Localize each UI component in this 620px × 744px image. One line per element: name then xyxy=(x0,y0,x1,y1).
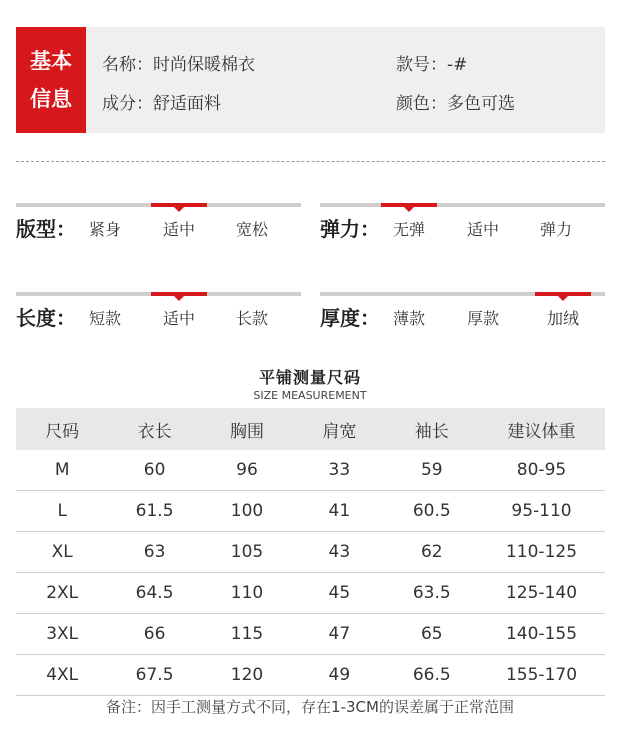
attr-track xyxy=(320,203,605,207)
attr-selected-marker xyxy=(151,292,207,296)
table-cell: 66.5 xyxy=(386,655,478,696)
attr-option: 加绒 xyxy=(546,309,580,328)
table-cell: 80-95 xyxy=(478,450,605,491)
attr-option: 短款 xyxy=(88,309,122,328)
attr-selected-marker xyxy=(151,203,207,207)
table-cell: 120 xyxy=(201,655,293,696)
color-value: 多色可选 xyxy=(447,94,515,114)
table-cell: 140-155 xyxy=(478,614,605,655)
header-size: 尺码 xyxy=(16,408,108,450)
table-cell: 33 xyxy=(293,450,385,491)
attr-length xyxy=(16,292,301,332)
table-row xyxy=(16,491,605,532)
table-cell: 125-140 xyxy=(478,573,605,614)
table-cell: 63 xyxy=(108,532,200,573)
table-cell: 41 xyxy=(293,491,385,532)
attr-option: 弹力 xyxy=(539,220,573,239)
attr-label: 弹力： xyxy=(320,217,380,241)
attr-option: 薄款 xyxy=(392,309,426,328)
measurement-note: 备注：因手工测量方式不同，存在1-3CM的误差属于正常范围 xyxy=(106,698,514,716)
table-cell: 2XL xyxy=(16,573,108,614)
header-shoulder: 肩宽 xyxy=(293,408,385,450)
attr-option: 适中 xyxy=(162,220,196,239)
size-table-subtitle: SIZE MEASUREMENT xyxy=(253,389,367,402)
code-value: -# xyxy=(447,55,468,75)
table-row xyxy=(16,450,605,491)
table-cell: 155-170 xyxy=(478,655,605,696)
table-cell: 100 xyxy=(201,491,293,532)
material-field xyxy=(102,89,221,114)
table-cell: 95-110 xyxy=(478,491,605,532)
table-cell: 66 xyxy=(108,614,200,655)
material-value: 舒适面料 xyxy=(153,94,221,114)
dashed-divider xyxy=(16,161,605,162)
table-cell: L xyxy=(16,491,108,532)
table-cell: 63.5 xyxy=(386,573,478,614)
attr-selected-marker xyxy=(535,292,591,296)
table-cell: 60 xyxy=(108,450,200,491)
table-cell: 96 xyxy=(201,450,293,491)
attr-option: 厚款 xyxy=(466,309,500,328)
table-cell: M xyxy=(16,450,108,491)
basic-info-badge xyxy=(16,27,86,133)
attr-option: 长款 xyxy=(235,309,269,328)
attr-label: 厚度： xyxy=(320,306,380,330)
badge-line-1: 基本 xyxy=(30,49,72,73)
table-cell: 62 xyxy=(386,532,478,573)
color-label: 颜色： xyxy=(396,94,447,114)
attr-elasticity xyxy=(320,203,605,243)
table-cell: 110 xyxy=(201,573,293,614)
table-cell: 49 xyxy=(293,655,385,696)
badge-line-2: 信息 xyxy=(30,87,72,111)
header-sleeve: 袖长 xyxy=(386,408,478,450)
table-cell: XL xyxy=(16,532,108,573)
name-label: 名称： xyxy=(102,55,153,75)
table-cell: 59 xyxy=(386,450,478,491)
table-cell: 43 xyxy=(293,532,385,573)
basic-info-panel xyxy=(16,27,605,133)
header-weight: 建议体重 xyxy=(478,408,605,450)
table-cell: 45 xyxy=(293,573,385,614)
size-table xyxy=(16,408,605,696)
attr-label: 长度： xyxy=(16,306,76,330)
table-cell: 115 xyxy=(201,614,293,655)
attr-option: 适中 xyxy=(162,309,196,328)
attr-option: 适中 xyxy=(466,220,500,239)
code-field xyxy=(396,50,467,75)
table-row xyxy=(16,532,605,573)
table-header-row xyxy=(16,408,605,450)
table-cell: 64.5 xyxy=(108,573,200,614)
header-chest: 胸围 xyxy=(201,408,293,450)
material-label: 成分： xyxy=(102,94,153,114)
attr-option: 紧身 xyxy=(88,220,122,239)
table-cell: 47 xyxy=(293,614,385,655)
table-cell: 4XL xyxy=(16,655,108,696)
attr-label: 版型： xyxy=(16,217,76,241)
color-field xyxy=(396,89,515,114)
table-row xyxy=(16,573,605,614)
table-cell: 60.5 xyxy=(386,491,478,532)
table-cell: 105 xyxy=(201,532,293,573)
table-cell: 65 xyxy=(386,614,478,655)
name-value: 时尚保暖棉衣 xyxy=(153,55,255,75)
table-cell: 67.5 xyxy=(108,655,200,696)
code-label: 款号： xyxy=(396,55,447,75)
table-cell: 110-125 xyxy=(478,532,605,573)
table-row xyxy=(16,655,605,696)
attr-fit xyxy=(16,203,301,243)
header-length: 衣长 xyxy=(108,408,200,450)
attr-option: 无弹 xyxy=(392,220,426,239)
size-table-title: 平铺测量尺码 xyxy=(258,368,361,387)
attr-selected-marker xyxy=(381,203,437,207)
table-row xyxy=(16,614,605,655)
name-field xyxy=(102,50,255,75)
attr-thickness xyxy=(320,292,605,332)
table-cell: 61.5 xyxy=(108,491,200,532)
table-cell: 3XL xyxy=(16,614,108,655)
attr-option: 宽松 xyxy=(235,220,269,239)
